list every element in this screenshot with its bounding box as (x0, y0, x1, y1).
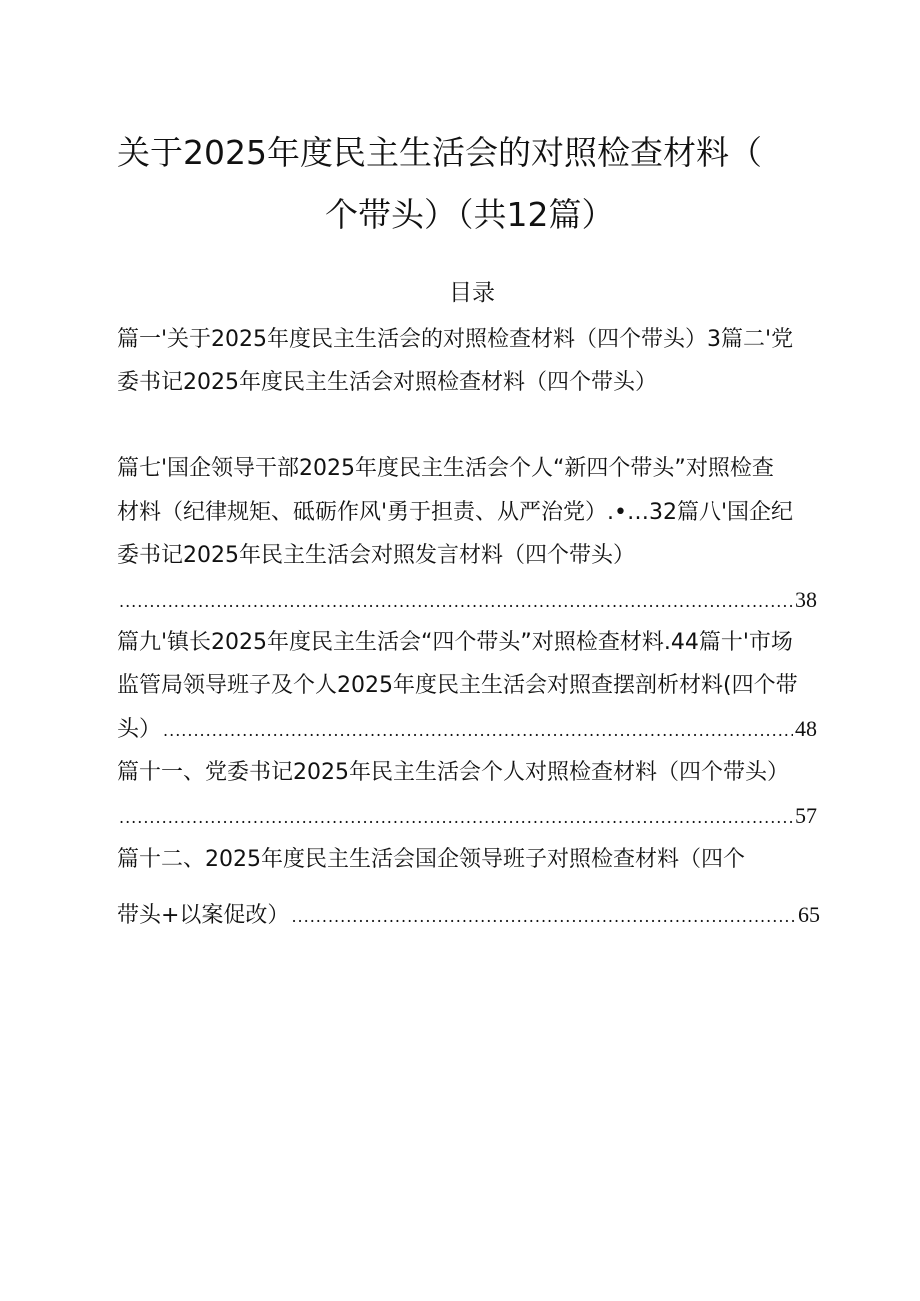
toc-entry-5-page-number: 65 (798, 902, 820, 927)
toc-entry-2-line-1[interactable]: 篇七'国企领导干部2025年度民主生活会个人“新四个带头”对照检查 (117, 456, 774, 481)
toc-entry-3-line-3: 头） (117, 717, 162, 742)
toc-entry-5-line-2: 带头+以案促改） (117, 903, 290, 928)
toc-heading: 目录 (449, 280, 495, 306)
toc-entry-3-line-1[interactable]: 篇九'镇长2025年度民主生活会“四个带头”对照检查材料.44篇十'市场 (117, 630, 793, 655)
document-title-line-2: 个带头）（共12篇） (325, 195, 615, 234)
dot-leader (291, 902, 796, 932)
toc-entry-5-line-1[interactable]: 篇十二、2025年度民主生活会国企领导班子对照检查材料（四个 (117, 847, 745, 872)
toc-entry-2-line-3[interactable]: 委书记2025年民主生活会对照发言材料（四个带头） (117, 543, 635, 568)
toc-entry-2-leader[interactable] (117, 585, 817, 617)
document-title-line-1: 关于2025年度民主生活会的对照检查材料（ (117, 133, 762, 172)
toc-entry-2-line-2[interactable]: 材料（纪律规矩、砥砺作风'勇于担责、从严治党）.•…32篇八'国企纪 (117, 500, 794, 525)
toc-entry-3-page-number: 48 (795, 716, 817, 741)
dot-leader (163, 716, 793, 746)
dot-leader (119, 587, 793, 617)
toc-entry-1-line-1[interactable]: 篇一'关于2025年度民主生活会的对照检查材料（四个带头）3篇二'党 (117, 327, 794, 352)
toc-entry-1-line-2[interactable]: 委书记2025年度民主生活会对照检查材料（四个带头） (117, 370, 657, 395)
toc-entry-5-leader[interactable] (117, 900, 820, 932)
toc-entry-3-leader[interactable] (117, 714, 817, 746)
toc-entry-4-page-number: 57 (795, 803, 817, 828)
toc-entry-2-page-number: 38 (795, 587, 817, 612)
dot-leader (119, 803, 793, 833)
toc-entry-3-line-2[interactable]: 监管局领导班子及个人2025年度民主生活会对照查摆剖析材料(四个带 (117, 673, 798, 698)
toc-entry-4-line-1[interactable]: 篇十一、党委书记2025年民主生活会个人对照检查材料（四个带头） (117, 760, 789, 785)
toc-entry-4-leader[interactable] (117, 801, 817, 833)
